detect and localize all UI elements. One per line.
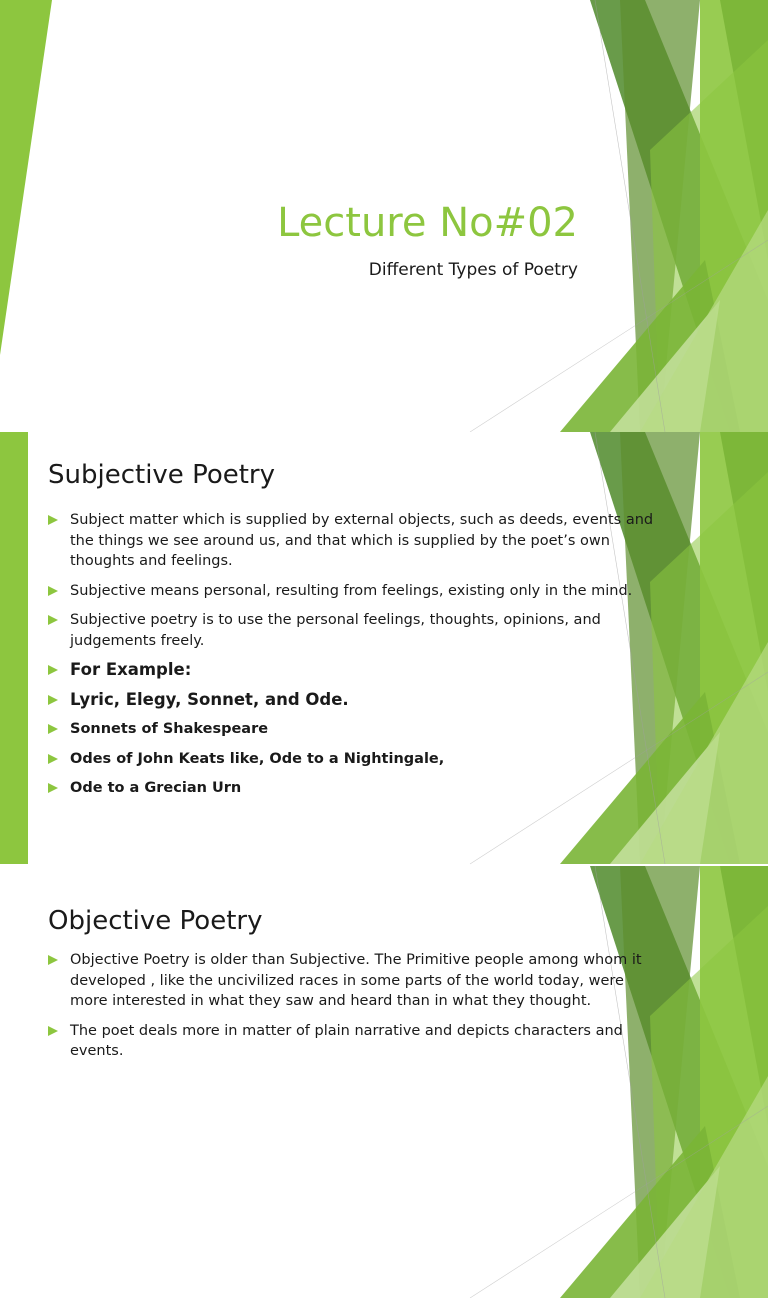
bullet-list — [48, 510, 658, 808]
bullet-item: Objective Poetry is older than Subjective. The Primitive people among whom it developed , like the uncivilized races in some parts of the world today, were more interested in what they saw and heard than in what they thought. — [48, 950, 658, 1012]
arrow-bullet-icon — [48, 586, 58, 596]
bullet-item: Subject matter which is supplied by external objects, such as deeds, events and the things we see around us, and that which is supplied by the poet’s own thoughts and feelings. — [48, 510, 658, 572]
bullet-item: Odes of John Keats like, Ode to a Nightingale, — [48, 749, 658, 770]
bullet-item: Subjective poetry is to use the personal feelings, thoughts, opinions, and judgements freely. — [48, 610, 658, 651]
arrow-bullet-icon — [48, 1026, 58, 1036]
bullet-item: The poet deals more in matter of plain narrative and depicts characters and events. — [48, 1021, 658, 1062]
arrow-bullet-icon — [48, 955, 58, 965]
slide-title: Objective Poetry — [48, 906, 263, 936]
arrow-bullet-icon — [48, 783, 58, 793]
arrow-bullet-icon — [48, 695, 58, 705]
bullet-item: Subjective means personal, resulting from feelings, existing only in the mind. — [48, 581, 658, 602]
bullet-list — [48, 950, 658, 1071]
objective-poetry-slide — [0, 866, 768, 1059]
bullet-item: For Example: — [48, 660, 658, 681]
arrow-bullet-icon — [48, 615, 58, 625]
arrow-bullet-icon — [48, 754, 58, 764]
lecture-subtitle: Different Types of Poetry — [368, 260, 578, 280]
bullet-item: Ode to a Grecian Urn — [48, 778, 658, 799]
subjective-poetry-slide — [0, 432, 768, 866]
slide-title: Subjective Poetry — [48, 460, 275, 490]
lecture-title: Lecture No#02 — [277, 200, 578, 246]
bullet-item: Lyric, Elegy, Sonnet, and Ode. — [48, 690, 658, 711]
arrow-bullet-icon — [48, 665, 58, 675]
title-slide — [0, 0, 768, 432]
arrow-bullet-icon — [48, 724, 58, 734]
arrow-bullet-icon — [48, 515, 58, 525]
bullet-item: Sonnets of Shakespeare — [48, 719, 658, 740]
